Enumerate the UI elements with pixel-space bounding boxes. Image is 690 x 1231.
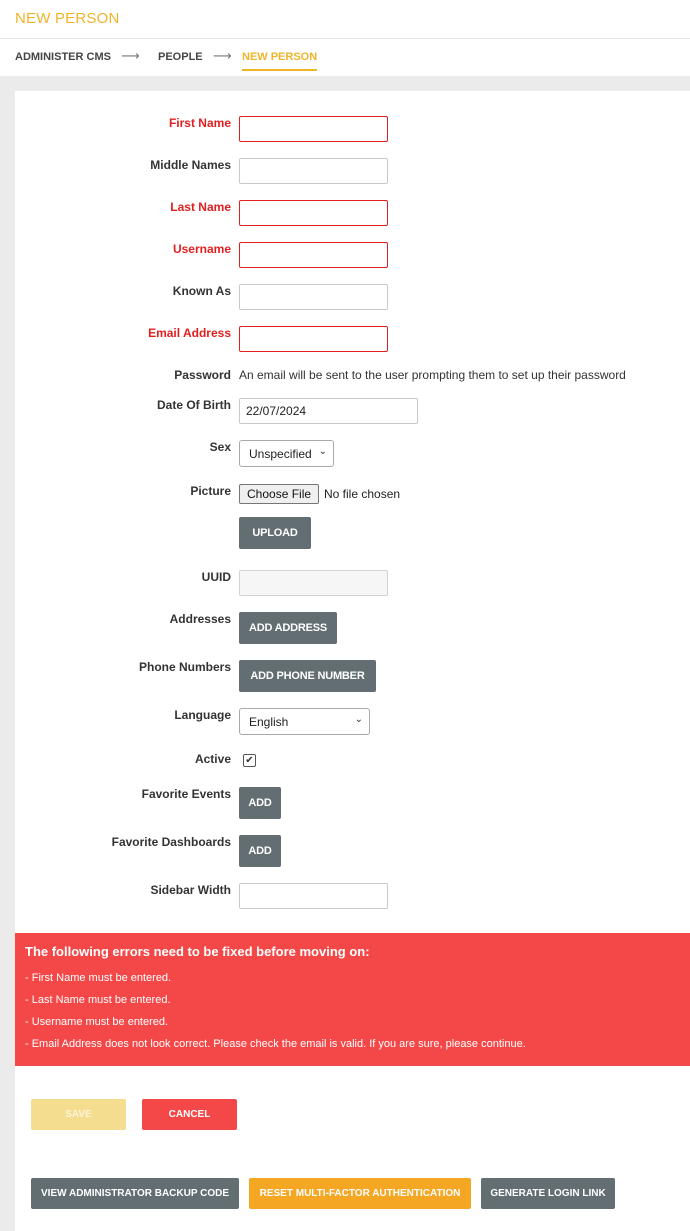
password-label: Password (174, 368, 231, 382)
error-item: - First Name must be entered. (25, 972, 172, 984)
add-phone-number-button[interactable]: ADD PHONE NUMBER (239, 660, 376, 692)
last-name-label: Last Name (170, 200, 231, 214)
choose-file-button[interactable]: Choose File (239, 484, 319, 504)
active-label: Active (194, 752, 231, 766)
middle-names-label: Middle Names (150, 158, 231, 172)
username-input[interactable] (239, 242, 388, 268)
sex-selected-value: Unspecified (249, 447, 312, 461)
save-button[interactable]: SAVE (31, 1099, 126, 1130)
error-item: - Email Address does not look correct. Please check the email is valid. If you are sure, please continue. (25, 1038, 526, 1050)
addresses-label: Addresses (169, 612, 231, 626)
last-name-input[interactable] (239, 200, 388, 226)
chevron-down-icon: ⌄ (354, 714, 363, 725)
email-input[interactable] (239, 326, 388, 352)
breadcrumb-new-person[interactable]: NEW PERSON (242, 51, 317, 71)
generate-login-link-button[interactable]: GENERATE LOGIN LINK (481, 1178, 615, 1209)
sex-select[interactable] (239, 440, 334, 467)
sex-label: Sex (209, 440, 231, 454)
dob-input[interactable]: 22/07/2024 (239, 398, 418, 424)
chevron-down-icon: ⌄ (318, 446, 327, 457)
language-label: Language (174, 708, 231, 722)
error-item: - Last Name must be entered. (25, 994, 171, 1006)
language-select[interactable] (239, 708, 370, 735)
favorite-events-label: Favorite Events (141, 787, 231, 801)
first-name-input[interactable] (239, 116, 388, 142)
sidebar-width-input[interactable] (239, 883, 388, 909)
email-label: Email Address (148, 326, 231, 340)
breadcrumb-arrow-icon: ⟶ (213, 48, 232, 63)
sidebar-width-label: Sidebar Width (150, 883, 231, 897)
picture-label: Picture (190, 484, 231, 498)
first-name-label: First Name (168, 116, 231, 130)
checkmark-icon: ✔ (245, 755, 254, 766)
cancel-button[interactable]: CANCEL (142, 1099, 237, 1130)
error-summary (15, 933, 690, 1066)
add-favorite-dashboard-button[interactable]: ADD (239, 835, 281, 867)
add-address-button[interactable]: ADD ADDRESS (239, 612, 337, 644)
known-as-label: Known As (172, 284, 231, 298)
view-backup-code-button[interactable]: VIEW ADMINISTRATOR BACKUP CODE (31, 1178, 239, 1209)
add-favorite-event-button[interactable]: ADD (239, 787, 281, 819)
language-selected-value: English (249, 715, 289, 729)
upload-button[interactable]: UPLOAD (239, 517, 311, 549)
known-as-input[interactable] (239, 284, 388, 310)
favorite-dashboards-label: Favorite Dashboards (111, 835, 231, 849)
page-header (0, 0, 690, 39)
dob-label: Date Of Birth (156, 398, 231, 412)
error-item: - Username must be entered. (25, 1016, 169, 1028)
breadcrumb-arrow-icon: ⟶ (121, 48, 140, 63)
phone-numbers-label: Phone Numbers (138, 660, 231, 674)
page-title: NEW PERSON (15, 10, 120, 27)
breadcrumb (0, 39, 690, 76)
uuid-input (239, 570, 388, 596)
middle-names-input[interactable] (239, 158, 388, 184)
breadcrumb-people[interactable]: PEOPLE (158, 51, 203, 63)
password-info-text: An email will be sent to the user prompting them to set up their password (239, 368, 626, 382)
uuid-label: UUID (201, 570, 231, 584)
active-checkbox[interactable] (243, 754, 256, 767)
error-title: The following errors need to be fixed before moving on: (25, 944, 370, 959)
breadcrumb-administer-cms[interactable]: ADMINISTER CMS (15, 51, 111, 63)
reset-mfa-button[interactable]: RESET MULTI-FACTOR AUTHENTICATION (249, 1178, 471, 1209)
file-status-text: No file chosen (324, 487, 401, 501)
username-label: Username (172, 242, 231, 256)
